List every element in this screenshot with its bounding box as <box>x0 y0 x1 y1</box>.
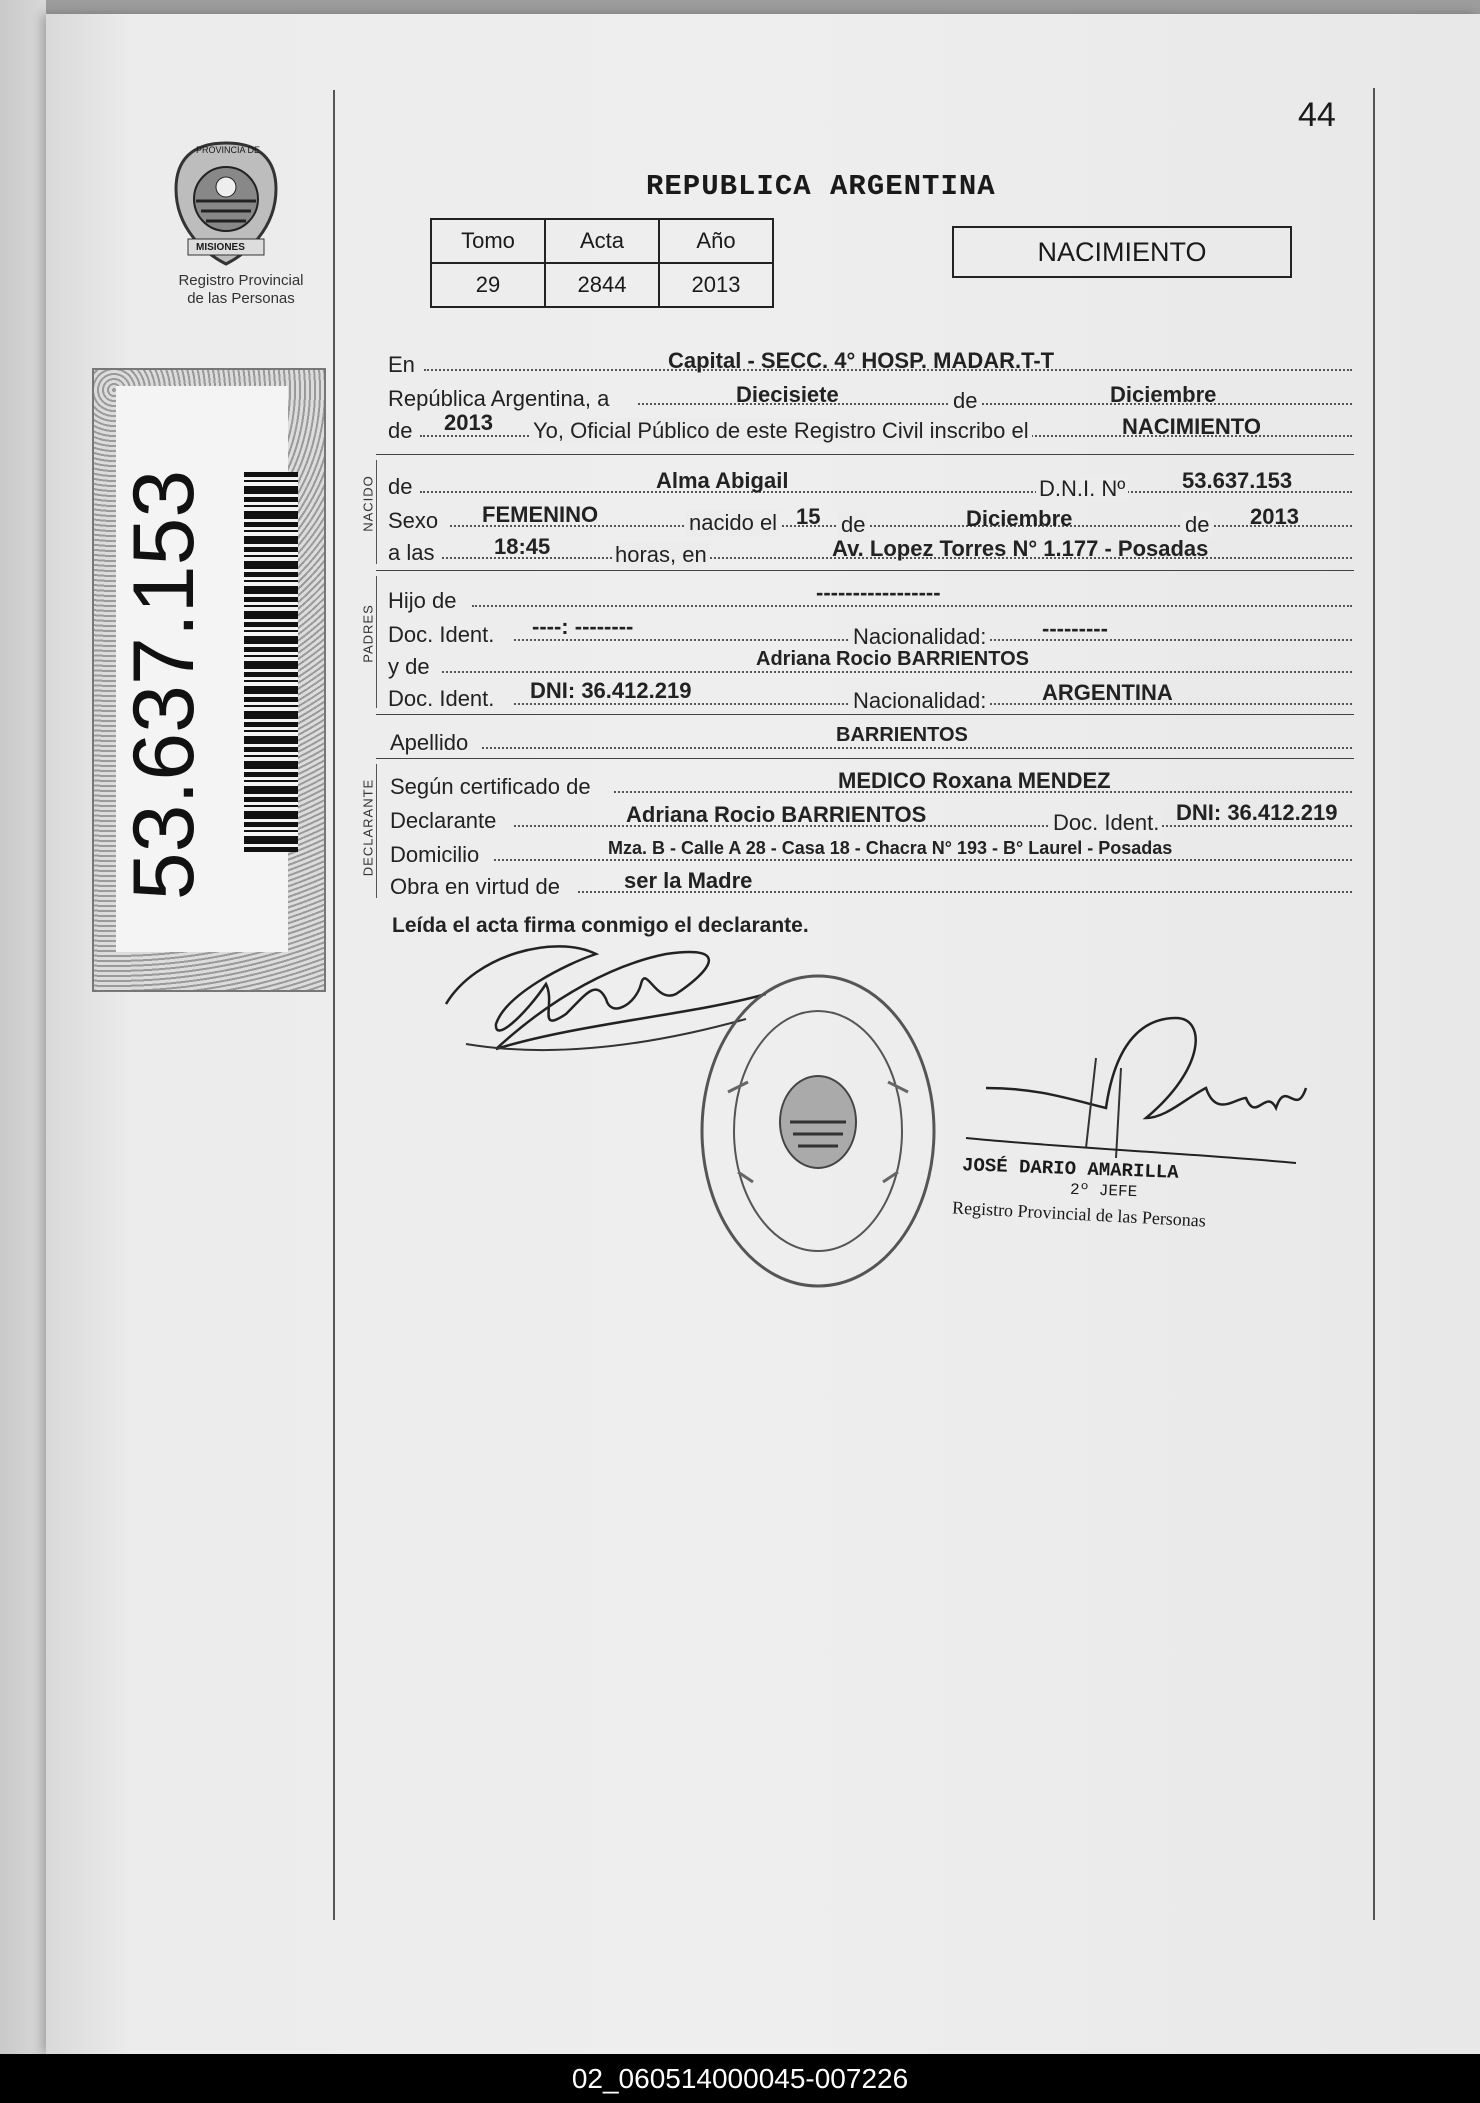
value-father: ----------------- <box>816 580 941 605</box>
value-place: Capital - SECC. 4° HOSP. MADAR.T-T <box>668 348 1055 373</box>
value-month: Diciembre <box>1110 382 1217 407</box>
label-father-doc: Doc. Ident. <box>388 622 495 647</box>
value-mother-doc: DNI: 36.412.219 <box>530 678 692 703</box>
seal-icon <box>698 972 938 1290</box>
official-seal <box>698 972 938 1290</box>
registry-table-header-row <box>431 219 773 263</box>
registry-table-cell: 29 <box>431 263 545 307</box>
registry-table-header: Año <box>659 219 773 263</box>
label-mother-nat: Nacionalidad: <box>850 688 989 714</box>
scanner-edge <box>0 0 46 2054</box>
label-a-las: a las <box>388 540 435 565</box>
dni-label-number: 53.637.153 <box>116 469 212 901</box>
registry-table-header: Tomo <box>431 219 545 263</box>
section-divider <box>376 714 1354 715</box>
registry-caption <box>146 272 336 308</box>
section-divider <box>376 454 1354 455</box>
registry-table-header: Acta <box>545 219 659 263</box>
registry-table-cell: 2844 <box>545 263 659 307</box>
section-bracket-nacido <box>376 460 377 564</box>
label-republica: República Argentina, a <box>388 386 610 411</box>
registry-table <box>430 218 774 308</box>
registry-caption-line2: de las Personas <box>187 290 295 307</box>
value-year: 2013 <box>444 410 493 435</box>
official-office: Registro Provincial de las Personas <box>951 1197 1207 1231</box>
dni-label-frame <box>92 368 326 992</box>
label-en: En <box>388 352 415 377</box>
label-obra: Obra en virtud de <box>390 874 560 899</box>
value-mother: Adriana Rocio BARRIENTOS <box>756 648 1029 670</box>
value-declarant: Adriana Rocio BARRIENTOS <box>626 802 927 827</box>
value-address: Mza. B - Calle A 28 - Casa 18 - Chacra N° 193 - B° Laurel - Posadas <box>608 838 1173 858</box>
page-number: 44 <box>1298 96 1336 134</box>
emblem-province-text: PROVINCIA DE <box>196 145 261 155</box>
label-de-year: de <box>388 418 413 443</box>
label-sexo: Sexo <box>388 508 439 533</box>
label-y-de: y de <box>388 654 430 679</box>
emblem-name-text: MISIONES <box>196 242 245 253</box>
label-mother-doc: Doc. Ident. <box>388 686 495 711</box>
label-segun-cert: Según certificado de <box>390 774 591 799</box>
value-by-virtue: ser la Madre <box>624 868 753 893</box>
label-apellido: Apellido <box>390 730 469 755</box>
label-hijo-de: Hijo de <box>388 588 457 613</box>
label-father-nat: Nacionalidad: <box>850 624 989 650</box>
dni-barcode <box>244 472 298 852</box>
value-surname: BARRIENTOS <box>836 724 968 746</box>
value-sex: FEMENINO <box>482 502 599 527</box>
section-divider <box>376 570 1354 571</box>
value-declarant-doc: DNI: 36.412.219 <box>1176 800 1338 825</box>
right-margin-line <box>1373 88 1375 1920</box>
value-name: Alma Abigail <box>656 468 789 493</box>
value-birth-day: 15 <box>796 504 821 529</box>
country-title: REPUBLICA ARGENTINA <box>646 170 996 203</box>
label-dni-no: D.N.I. Nº <box>1036 476 1128 502</box>
section-bracket-padres <box>376 576 377 708</box>
value-father-doc: ----: -------- <box>532 614 634 639</box>
registry-caption-line1: Registro Provincial <box>178 272 304 289</box>
value-day-words: Diecisiete <box>736 382 839 407</box>
label-nacido-el: nacido el <box>686 510 780 536</box>
label-declarante: Declarante <box>390 808 497 833</box>
official-name: JOSÉ DARIO AMARILLA <box>961 1154 1179 1184</box>
label-de-month: de <box>950 388 980 414</box>
value-birth-place: Av. Lopez Torres N° 1.177 - Posadas <box>832 536 1209 561</box>
document-page <box>46 14 1480 2054</box>
act-type-box: NACIMIENTO <box>952 226 1292 278</box>
line-mother <box>442 671 1352 673</box>
section-divider <box>376 758 1354 759</box>
value-dni: 53.637.153 <box>1182 468 1293 493</box>
section-label-nacido: NACIDO <box>360 475 376 532</box>
section-bracket-declarante <box>376 764 377 898</box>
left-margin-line <box>333 90 335 1920</box>
line-surname <box>482 747 1352 749</box>
value-father-nat: --------- <box>1042 616 1108 641</box>
closing-statement: Leída el acta firma conmigo el declarante. <box>392 914 809 937</box>
label-birth-de: de <box>838 512 868 538</box>
section-label-declarante: DECLARANTE <box>360 778 376 877</box>
province-emblem <box>166 139 286 274</box>
label-horas-en: horas, en <box>612 542 710 568</box>
label-birth-de-year: de <box>1182 512 1212 538</box>
value-mother-nat: ARGENTINA <box>1042 680 1173 705</box>
registry-table-value-row <box>431 263 773 307</box>
label-declarant-doc: Doc. Ident. <box>1050 810 1162 836</box>
value-act: NACIMIENTO <box>1122 414 1261 439</box>
value-certificate: MEDICO Roxana MENDEZ <box>838 768 1111 793</box>
value-birth-month: Diciembre <box>966 506 1073 531</box>
value-birth-year: 2013 <box>1250 504 1299 529</box>
label-yo-oficial: Yo, Oficial Público de este Registro Civil inscribo el <box>530 418 1032 444</box>
section-label-padres: PADRES <box>360 604 376 663</box>
registry-table-cell: 2013 <box>659 263 773 307</box>
official-role: 2º JEFE <box>1069 1180 1138 1202</box>
value-time: 18:45 <box>494 534 551 559</box>
scan-footer: 02_060514000045-007226 <box>0 2054 1480 2103</box>
label-domicilio: Domicilio <box>390 842 480 867</box>
line-address <box>494 859 1352 861</box>
label-name-de: de <box>388 474 413 499</box>
